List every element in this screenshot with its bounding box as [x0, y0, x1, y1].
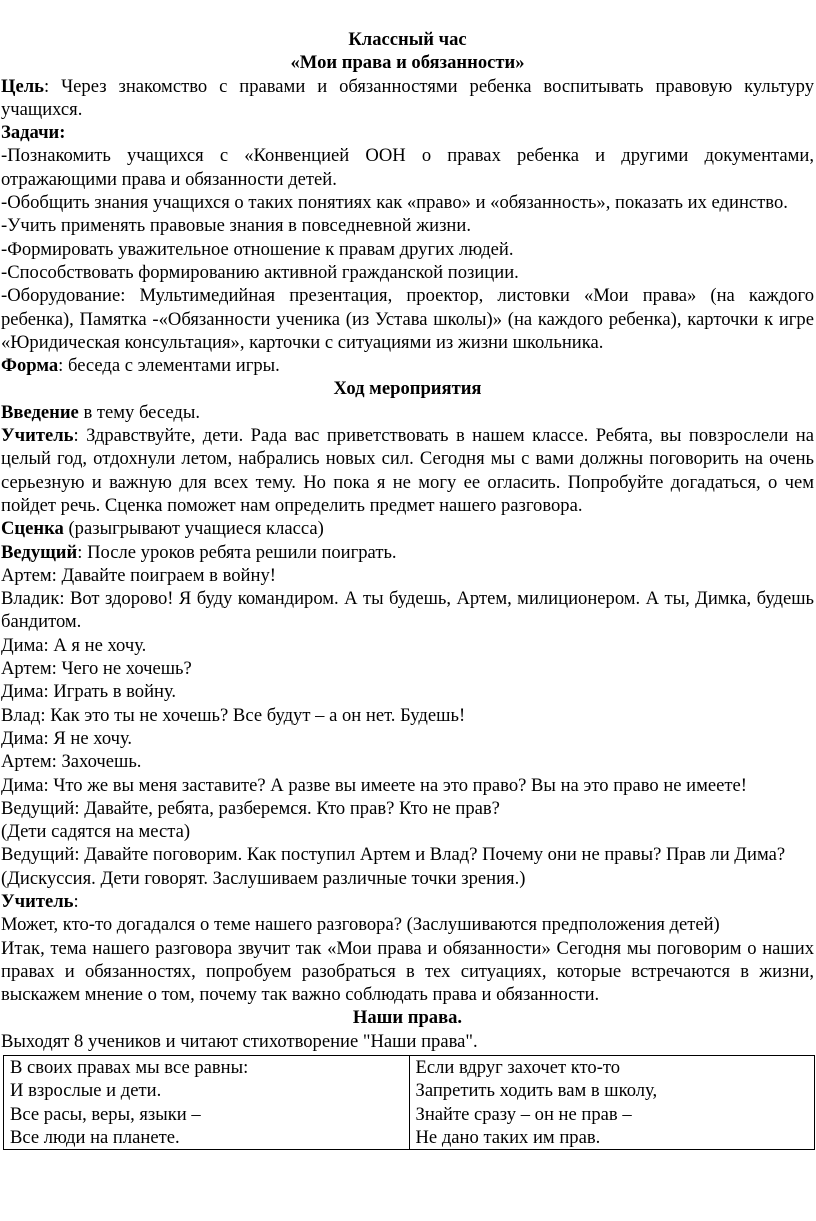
task-item: -Формировать уважительное отношение к правам других людей.: [1, 238, 514, 260]
document-subtitle: «Мои права и обязанности»: [290, 52, 525, 74]
teacher2-colon: :: [73, 890, 79, 912]
poem-line: Знайте сразу – он не прав –: [415, 1103, 632, 1125]
teacher2-heading: [0, 890, 816, 913]
task-item: -Познакомить учащихся с «Конвенцией ООН о правах ребенка и другими документами, отражающими права и обязанности детей.: [1, 145, 814, 190]
task-item: -Учить применять правовые знания в повседневной жизни.: [1, 215, 471, 237]
equipment-item: -Оборудование: Мультимедийная презентация, проектор, листовки «Мои права» (на каждого ребенка), Памятка -«Обязанности ученика (из Устава школы)» (на каждого ребенка), карточки к игре «Юридическая консультация», карточки с ситуациями из жизни школьника.: [1, 285, 814, 353]
teacher2-line: Может, кто-то догадался о теме нашего разговора? (Заслушиваются предположения детей): [1, 914, 720, 936]
poem-line: В своих правах мы все равны:: [10, 1057, 249, 1079]
course-heading: Ход мероприятия: [333, 378, 482, 400]
poem-line: Все люди на планете.: [10, 1126, 180, 1148]
goal-text: : Через знакомство с правами и обязанностями ребенка воспитывать правовую культуру учащихся.: [1, 75, 814, 120]
poem-table: [3, 1055, 815, 1150]
dialogue-line: Артем: Чего не хочешь?: [1, 658, 192, 680]
dialogue-line: (Дискуссия. Дети говорят. Заслушиваем различные точки зрения.): [1, 867, 526, 889]
scene-text: (разыгрывают учащиеся класса): [63, 518, 324, 540]
dialogue-line: Артем: Захочешь.: [1, 751, 142, 773]
intro-text: в тему беседы.: [78, 401, 200, 423]
task-item: -Способствовать формированию активной гражданской позиции.: [1, 261, 519, 283]
form-text: : беседа с элементами игры.: [58, 355, 280, 377]
dialogue-line: Ведущий: Давайте поговорим. Как поступил Артем и Влад? Почему они не правы? Прав ли Дима?: [1, 844, 786, 866]
host-text: : После уроков ребята решили поиграть.: [77, 541, 397, 563]
form-label: Форма: [1, 355, 59, 377]
poem-line: Все расы, веры, языки –: [10, 1103, 201, 1125]
tasks-heading: Задачи:: [1, 122, 66, 144]
intro-label: Введение: [1, 401, 79, 423]
dialogue-line: Дима: Играть в войну.: [1, 681, 177, 703]
scene-paragraph: [0, 517, 816, 540]
dialogue-line: (Дети садятся на места): [1, 821, 191, 843]
intro-paragraph: [0, 401, 816, 424]
poem-left-cell: [4, 1056, 410, 1150]
form-paragraph: [0, 354, 816, 377]
rights-intro: Выходят 8 учеников и читают стихотворение "Наши права".: [1, 1030, 478, 1052]
poem-row: [4, 1056, 815, 1150]
dialogue-line: Дима: Я не хочу.: [1, 727, 133, 749]
goal-label: Цель: [1, 75, 44, 97]
dialogue-line: Дима: А я не хочу.: [1, 634, 147, 656]
document-title: Классный час: [348, 29, 467, 50]
document-page: [0, 28, 816, 1150]
poem-line: И взрослые и дети.: [10, 1080, 162, 1102]
dialogue-line: Ведущий: Давайте, ребята, разберемся. Кто прав? Кто не прав?: [1, 797, 500, 819]
dialogue-line: Артем: Давайте поиграем в войну!: [1, 564, 276, 586]
host-label: Ведущий: [1, 541, 78, 563]
teacher-label: Учитель: [1, 425, 74, 447]
teacher-text: : Здравствуйте, дети. Рада вас приветствовать в нашем классе. Ребята, вы повзрослели на целый год, отдохнули летом, набрались новых сил. Сегодня мы с вами должны поговорить на очень серьезную и важную для всех тему. Но пока я не могу ее огласить. Попробуйте догадаться, о чем пойдет речь. Сценка поможет нам определить предмет нашего разговора.: [1, 425, 814, 516]
goal-paragraph: [0, 75, 816, 122]
teacher2-label: Учитель: [1, 890, 74, 912]
poem-line: Не дано таких им прав.: [415, 1126, 601, 1148]
dialogue-line: Влад: Как это ты не хочешь? Все будут – а он нет. Будешь!: [1, 704, 466, 726]
scene-label: Сценка: [1, 518, 64, 540]
poem-line: Если вдруг захочет кто-то: [415, 1057, 621, 1079]
poem-line: Запретить ходить вам в школу,: [415, 1080, 658, 1102]
teacher2-line: Итак, тема нашего разговора звучит так «Мои права и обязанности» Сегодня мы поговорим о наших правах и обязанностях, попробуем разобраться в тех ситуациях, которые встречаются в жизни, выскажем мнение о том, почему так важно соблюдать права и обязанности.: [1, 937, 814, 1006]
task-item: -Обобщить знания учащихся о таких понятиях как «право» и «обязанность», показать их единство.: [1, 192, 788, 214]
poem-right-cell: [409, 1056, 815, 1150]
rights-heading: Наши права.: [352, 1007, 463, 1029]
dialogue-line: Дима: Что же вы меня заставите? А разве вы имеете на это право? Вы на это право не имеете!: [1, 774, 747, 796]
teacher-paragraph: [0, 424, 816, 517]
dialogue-line: Владик: Вот здорово! Я буду командиром. А ты будешь, Артем, милиционером. А ты, Димка, будешь бандитом.: [1, 588, 814, 633]
host-paragraph: [0, 541, 816, 564]
